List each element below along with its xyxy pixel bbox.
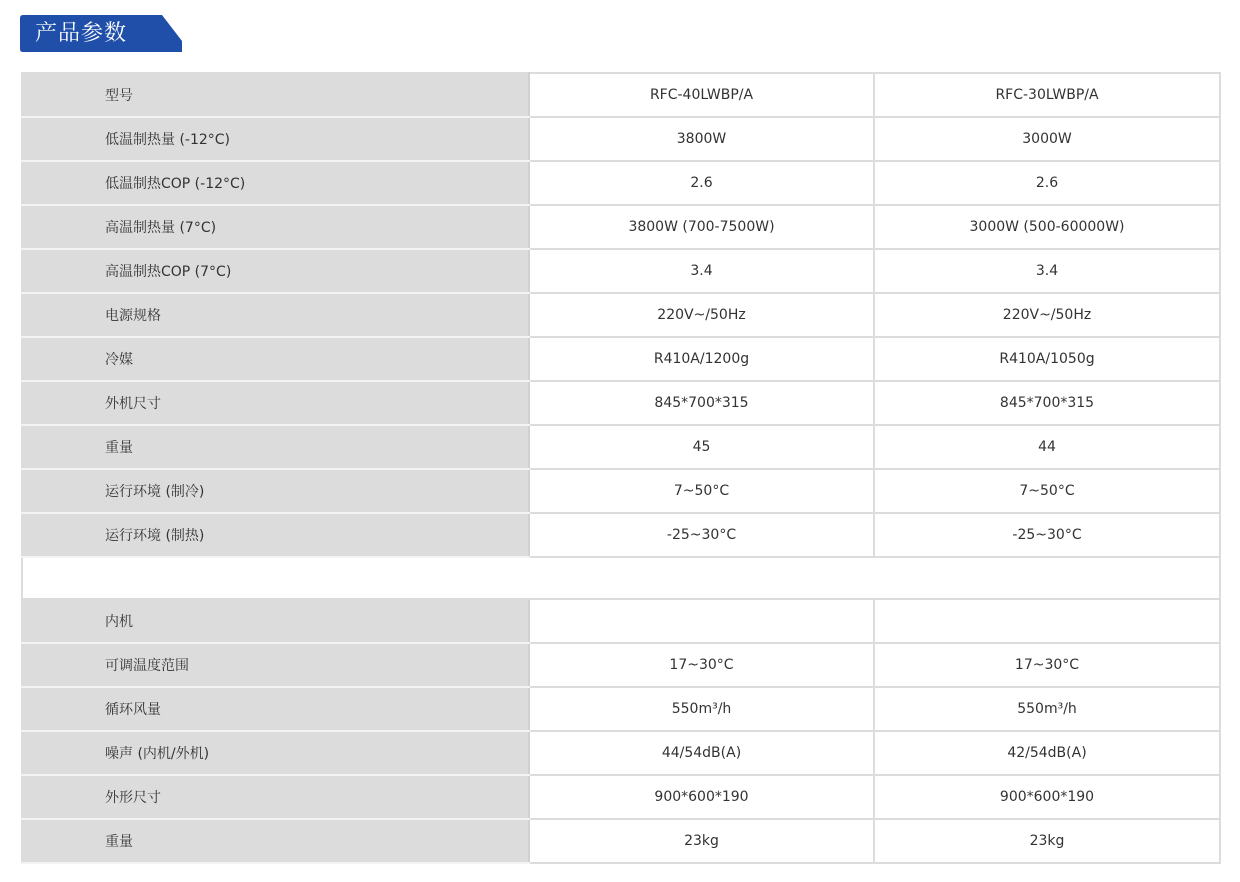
spec-table-body xyxy=(22,73,1220,863)
row-label: 电源规格 xyxy=(22,293,529,337)
row-value-2: 3.4 xyxy=(874,249,1220,293)
row-label: 外机尺寸 xyxy=(22,381,529,425)
row-value-2: 7~50°C xyxy=(874,469,1220,513)
row-value-1: 23kg xyxy=(529,819,874,863)
row-label: 低温制热COP (-12°C) xyxy=(22,161,529,205)
row-value-2: 23kg xyxy=(874,819,1220,863)
row-value-1: 3800W (700-7500W) xyxy=(529,205,874,249)
row-value-2: 3000W xyxy=(874,117,1220,161)
row-value-2: -25~30°C xyxy=(874,513,1220,557)
table-row xyxy=(22,205,1220,249)
row-value-2: 550m³/h xyxy=(874,687,1220,731)
table-row xyxy=(22,513,1220,557)
row-value-2: 2.6 xyxy=(874,161,1220,205)
row-label: 重量 xyxy=(22,425,529,469)
row-value-2: 900*600*190 xyxy=(874,775,1220,819)
spec-table xyxy=(21,72,1221,864)
empty-cell xyxy=(529,599,874,643)
row-value-1: 2.6 xyxy=(529,161,874,205)
row-value-2: 17~30°C xyxy=(874,643,1220,687)
row-value-1: 3.4 xyxy=(529,249,874,293)
row-label: 循环风量 xyxy=(22,687,529,731)
row-value-2: 220V~/50Hz xyxy=(874,293,1220,337)
row-label: 高温制热量 (7°C) xyxy=(22,205,529,249)
row-label: 高温制热COP (7°C) xyxy=(22,249,529,293)
row-value-1: 7~50°C xyxy=(529,469,874,513)
row-value-2: 845*700*315 xyxy=(874,381,1220,425)
row-value-2: R410A/1050g xyxy=(874,337,1220,381)
empty-cell xyxy=(874,599,1220,643)
table-row xyxy=(22,337,1220,381)
row-value-2: 3000W (500-60000W) xyxy=(874,205,1220,249)
spacer-cell xyxy=(22,557,1220,599)
table-row xyxy=(22,731,1220,775)
section-title: 产品参数 xyxy=(35,21,128,46)
table-row xyxy=(22,249,1220,293)
row-value-1: 17~30°C xyxy=(529,643,874,687)
row-value-1: 900*600*190 xyxy=(529,775,874,819)
row-label: 运行环境 (制冷) xyxy=(22,469,529,513)
table-row xyxy=(22,775,1220,819)
row-label: 冷媒 xyxy=(22,337,529,381)
row-value-1: 45 xyxy=(529,425,874,469)
table-row xyxy=(22,293,1220,337)
row-label: 型号 xyxy=(22,73,529,117)
row-value-1: 220V~/50Hz xyxy=(529,293,874,337)
row-label: 噪声 (内机/外机) xyxy=(22,731,529,775)
row-label: 运行环境 (制热) xyxy=(22,513,529,557)
row-value-1: R410A/1200g xyxy=(529,337,874,381)
row-value-1: 845*700*315 xyxy=(529,381,874,425)
row-value-1: 550m³/h xyxy=(529,687,874,731)
section-title-tab xyxy=(20,15,182,52)
table-row xyxy=(22,381,1220,425)
indoor-section-label: 内机 xyxy=(22,599,529,643)
row-label: 重量 xyxy=(22,819,529,863)
row-value-2: 42/54dB(A) xyxy=(874,731,1220,775)
model-name-1: RFC-40LWBP/A xyxy=(529,73,874,117)
row-value-1: 3800W xyxy=(529,117,874,161)
table-row xyxy=(22,425,1220,469)
table-row xyxy=(22,643,1220,687)
row-label: 外形尺寸 xyxy=(22,775,529,819)
row-value-1: 44/54dB(A) xyxy=(529,731,874,775)
table-row xyxy=(22,687,1220,731)
section-spacer xyxy=(22,557,1220,599)
row-label: 可调温度范围 xyxy=(22,643,529,687)
table-row-model xyxy=(22,73,1220,117)
row-value-2: 44 xyxy=(874,425,1220,469)
row-value-1: -25~30°C xyxy=(529,513,874,557)
table-row xyxy=(22,161,1220,205)
table-row xyxy=(22,117,1220,161)
table-row xyxy=(22,469,1220,513)
row-label: 低温制热量 (-12°C) xyxy=(22,117,529,161)
model-name-2: RFC-30LWBP/A xyxy=(874,73,1220,117)
table-row-indoor-title xyxy=(22,599,1220,643)
table-row xyxy=(22,819,1220,863)
